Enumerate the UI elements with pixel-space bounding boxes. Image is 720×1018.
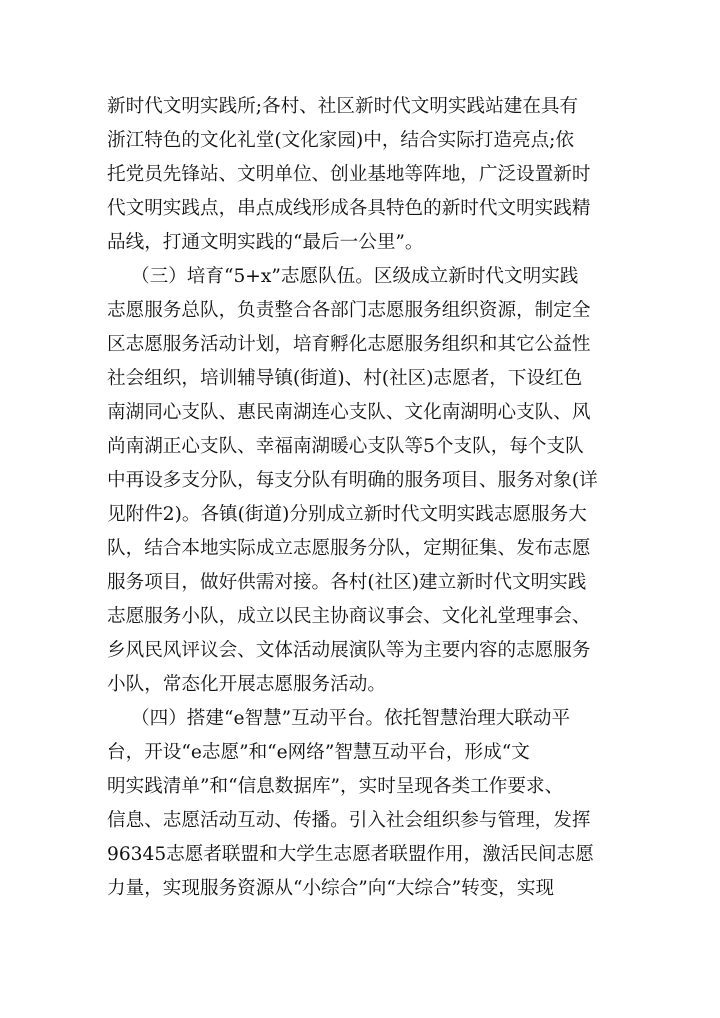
text-line: 区志愿服务活动计划，培育孵化志愿服务组织和其它公益性 bbox=[107, 334, 591, 355]
text-line: 见附件2)。各镇(街道)分别成立新时代文明实践志愿服务大 bbox=[107, 504, 587, 525]
text-line: 品线，打通文明实践的“最后一公里”。 bbox=[107, 232, 424, 253]
text-line: 明实践清单”和“信息数据库”，实时呈现各类工作要求、 bbox=[107, 776, 564, 797]
text-line: 新时代文明实践所;各村、社区新时代文明实践站建在具有 bbox=[107, 96, 579, 117]
section-3-heading-line: （三）培育“5+x”志愿队伍。区级成立新时代文明实践 bbox=[131, 266, 579, 287]
text-line: 尚南湖正心支队、幸福南湖暖心支队等5个支队，每个支队 bbox=[107, 436, 584, 457]
text-line: 社会组织，培训辅导镇(街道)、村(社区)志愿者，下设红色 bbox=[107, 368, 583, 389]
text-line: 96345志愿者联盟和大学生志愿者联盟作用，激活民间志愿 bbox=[107, 844, 594, 865]
text-line: 志愿服务小队，成立以民主协商议事会、文化礼堂理事会、 bbox=[107, 606, 591, 627]
text-line: 志愿服务总队，负责整合各部门志愿服务组织资源，制定全 bbox=[107, 300, 591, 321]
text-line: 中再设多支分队，每支分队有明确的服务项目、服务对象(详 bbox=[107, 470, 598, 491]
text-line: 乡风民风评议会、文体活动展演队等为主要内容的志愿服务 bbox=[107, 640, 591, 661]
document-body bbox=[107, 90, 627, 906]
section-4-heading-line: （四）搭建“e智慧”互动平台。依托智慧治理大联动平 bbox=[131, 708, 571, 729]
text-line: 小队，常态化开展志愿服务活动。 bbox=[107, 674, 386, 695]
text-line: 信息、志愿活动互动、传播。引入社会组织参与管理，发挥 bbox=[107, 810, 591, 831]
text-line: 服务项目，做好供需对接。各村(社区)建立新时代文明实践 bbox=[107, 572, 587, 593]
text-line: 南湖同心支队、惠民南湖连心支队、文化南湖明心支队、风 bbox=[107, 402, 591, 423]
text-line: 浙江特色的文化礼堂(文化家园)中，结合实际打造亮点;依 bbox=[107, 130, 575, 151]
text-line: 力量，实现服务资源从“小综合”向“大综合”转变，实现 bbox=[107, 878, 555, 899]
text-line: 台，开设“e志愿”和“e网络”智慧互动平台，形成“文 bbox=[107, 742, 530, 763]
text-line: 托党员先锋站、文明单位、创业基地等阵地，广泛设置新时 bbox=[107, 164, 591, 185]
text-line: 代文明实践点，串点成线形成各具特色的新时代文明实践精 bbox=[107, 198, 591, 219]
text-line: 队，结合本地实际成立志愿服务分队，定期征集、发布志愿 bbox=[107, 538, 591, 559]
